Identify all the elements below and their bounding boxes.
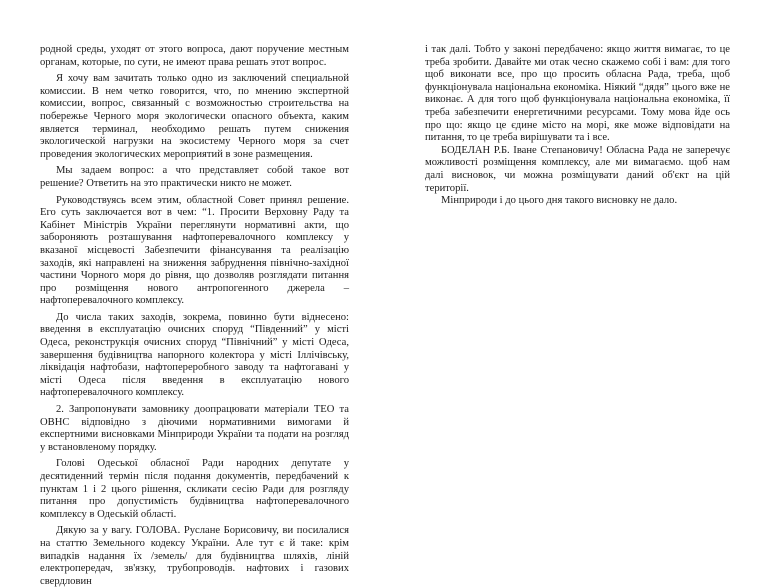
- paragraph: і так далі. Тобто у законі передбачено: якщо життя вимагає, то це треба зробити. Давайте ми отак чесно скажемо собі і вам: для того щоб виконати все, про що просить обласна Рада, треба, щоб функціонувала національна економіка. Ніякий “дядя” цього вже не виконає. А для того щоб функціонувала національна економіка, її треба забезпечити енергетичними ресурсами. Тому мова йде ось про що: якщо це єдине місто на морі, яке може відповідати на питання, то це треба вирішувати та і все.: [425, 44, 730, 144]
- paragraph: Я хочу вам зачитать только одно из заключений специальной комиссии. В нем четко говорится, что, по мнению экспертной комиссии, вопрос, связанный с возможностью строительства на побережье Черного моря экологически опасного объекта, каким является терминал, необходимо решать путем снижения экологической нагрузки на экосистему Черного моря за счет проведения экологических мероприятий в зоне размещения.: [40, 73, 349, 160]
- right-page-column: [425, 44, 730, 208]
- paragraph: Дякую за у вагу. ГОЛОВА. Руслане Борисовичу, ви посилалися на статтю Земельного кодексу України. Але тут є й таке: крім випадків надання їх /земель/ для будівництва шляхів, ліній електропередач, зв'язку, трубопроводів. нафтових і газових свердловин: [40, 525, 349, 587]
- paragraph: БОДЕЛАН Р.Б. Іване Степановичу! Обласна Рада не заперечує можливості розміщення комплексу, але ми вимагаємо. щоб нам далі висновок, чи можна розміщувати даний об'єкт на цій території.: [425, 144, 730, 194]
- paragraph: Мінприроди і до цього дня такого висновку не дало.: [441, 195, 678, 207]
- paragraph: Мы задаем вопрос: а что представляет собой такое вот решение? Ответить на это практически никто не может.: [40, 165, 349, 189]
- left-page-column: [40, 44, 349, 588]
- paragraph: 2. Запропонувати замовнику доопрацювати матеріали ТЕО та ОВНС відповідно з діючими нормативними вимогами й експертними висновками Мінприроди України та подати на розгляд у встановленому порядку.: [40, 404, 349, 453]
- paragraph: Руководствуясь всем этим, областной Совет принял решение. Его суть заключается вот в чем: “1. Просити Верховну Раду та Кабінет Міністрів України переглянути нормативні акти, що забороняють розташування нафтоперевалочного комплексу у вказаної місцевості Забезпечити фінансування та реалізацію заходів, які направлені на зниження забруднення північно-західної частини Чорного моря до рівня, що дозволяв розглядати питання про розміщення нового антропогенного джерела – нафтоперевалочного комплексу.: [40, 194, 349, 307]
- paragraph: До числа таких заходів, зокрема, повинно бути віднесено: введення в експлуатацію очисних споруд “Південний” у місті Одеса, реконструкція очисних споруд “Північний” у місті Одеса, завершення будівництва напорного колектора у місті Іллічівську, ліквідація нафтобази, нафтопереробного заводу та нафтогавані у місті Одеса після введення в експлуатацію нового нафтоперевалочного комплексу.: [40, 311, 349, 399]
- paragraph: Голові Одеської обласної Ради народних депутате у десятиденний термін після подання документів, передбачений к пунктам 1 і 2 цього рішення, скликати сесію Ради для розгляду питання про допустимість будівництва нафтоперевалочного комплексу в Одеській області.: [40, 458, 349, 520]
- paragraph: родной среды, уходят от этого вопроса, дают поручение местным органам, которые, по сути, не имеют права решать этот вопрос.: [40, 44, 349, 68]
